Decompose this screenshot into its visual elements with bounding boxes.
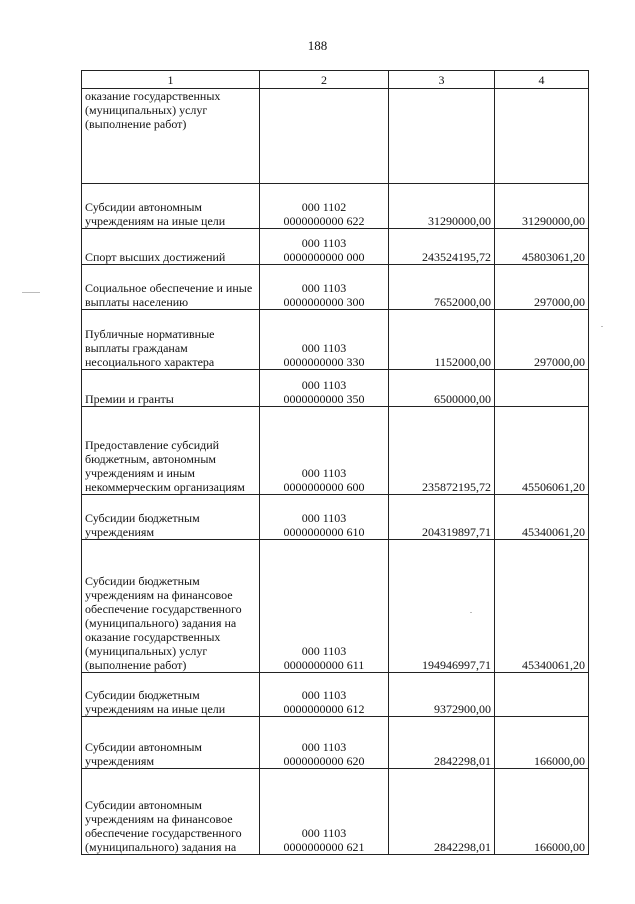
row-code [260, 540, 389, 673]
code-line-2: 0000000000 611 [283, 658, 365, 672]
table-row [82, 370, 589, 407]
table-row [82, 540, 589, 673]
table-row [82, 495, 589, 540]
row-value-col3: 194946997,71 [389, 540, 495, 673]
header-row [82, 71, 589, 89]
code-line-1: 000 1103 [301, 511, 347, 525]
code-line-2: 0000000000 621 [283, 840, 365, 854]
page-number: 188 [307, 38, 328, 53]
row-code [260, 184, 389, 229]
row-name: Предоставление субсидий бюджетным, автономным учреждениям и иным некоммерческим организациям [82, 407, 260, 495]
row-name: Субсидии автономным учреждениям на финансовое обеспечение государственного (муниципального) задания на [82, 769, 260, 855]
code-line-2: 0000000000 612 [283, 702, 365, 716]
row-value-col4: 297000,00 [495, 265, 589, 310]
row-code [260, 229, 389, 265]
header-col-3: 3 [389, 71, 495, 89]
code-line-2: 0000000000 610 [283, 525, 365, 539]
row-value-col3: 2842298,01 [389, 717, 495, 769]
code-line-1: 000 1103 [301, 644, 347, 658]
row-name: Премии и гранты [82, 370, 260, 407]
row-code [260, 717, 389, 769]
row-value-col3: 31290000,00 [389, 184, 495, 229]
row-code [260, 310, 389, 370]
row-value-col4: 166000,00 [495, 717, 589, 769]
row-code [260, 89, 389, 184]
code-line-2: 0000000000 300 [283, 295, 365, 309]
row-value-col3: 1152000,00 [389, 310, 495, 370]
scan-speck [22, 292, 40, 293]
code-line-2: 0000000000 330 [283, 355, 365, 369]
row-name: Субсидии бюджетным учреждениям [82, 495, 260, 540]
row-value-col4: 45340061,20 [495, 495, 589, 540]
row-code [260, 673, 389, 717]
row-name: оказание государственных (муниципальных) услуг (выполнение работ) [82, 89, 260, 184]
scan-speck [601, 326, 603, 327]
header-col-1: 1 [82, 71, 260, 89]
row-value-col4: 166000,00 [495, 769, 589, 855]
row-value-col4: 45803061,20 [495, 229, 589, 265]
row-value-col4 [495, 89, 589, 184]
code-line-1: 000 1103 [301, 740, 347, 754]
row-name: Спорт высших достижений [82, 229, 260, 265]
row-name: Публичные нормативные выплаты гражданам несоциального характера [82, 310, 260, 370]
row-value-col4: 297000,00 [495, 310, 589, 370]
row-value-col4: 31290000,00 [495, 184, 589, 229]
row-name: Субсидии бюджетным учреждениям на финансовое обеспечение государственного (муниципального) задания на оказание государственных (муниципальных) услуг (выполнение работ) [82, 540, 260, 673]
row-value-col3 [389, 89, 495, 184]
table-row [82, 769, 589, 855]
code-line-1: 000 1103 [301, 466, 347, 480]
code-line-2: 0000000000 620 [283, 754, 365, 768]
row-value-col3: 204319897,71 [389, 495, 495, 540]
code-line-2: 0000000000 350 [283, 392, 365, 406]
row-value-col4 [495, 370, 589, 407]
table-row [82, 229, 589, 265]
code-line-1: 000 1103 [301, 378, 347, 392]
row-name: Субсидии бюджетным учреждениям на иные цели [82, 673, 260, 717]
code-line-1: 000 1103 [301, 688, 347, 702]
row-name: Социальное обеспечение и иные выплаты населению [82, 265, 260, 310]
row-value-col3: 235872195,72 [389, 407, 495, 495]
code-line-2: 0000000000 622 [283, 214, 365, 228]
table-row [82, 89, 589, 184]
row-value-col4 [495, 673, 589, 717]
row-code [260, 370, 389, 407]
row-value-col4: 45506061,20 [495, 407, 589, 495]
table-row [82, 673, 589, 717]
table-row [82, 184, 589, 229]
row-value-col3: 9372900,00 [389, 673, 495, 717]
code-line-2: 0000000000 600 [283, 480, 365, 494]
row-value-col4: 45340061,20 [495, 540, 589, 673]
code-line-1: 000 1103 [301, 341, 347, 355]
row-value-col3: 7652000,00 [389, 265, 495, 310]
table-row [82, 265, 589, 310]
table-row [82, 407, 589, 495]
header-col-2: 2 [260, 71, 389, 89]
code-line-1: 000 1103 [301, 236, 347, 250]
row-value-col3: 2842298,01 [389, 769, 495, 855]
row-code [260, 769, 389, 855]
row-code [260, 265, 389, 310]
row-name: Субсидии автономным учреждениям на иные цели [82, 184, 260, 229]
code-line-1: 000 1103 [301, 826, 347, 840]
row-name: Субсидии автономным учреждениям [82, 717, 260, 769]
code-line-1: 000 1103 [301, 281, 347, 295]
table-row [82, 310, 589, 370]
header-col-4: 4 [495, 71, 589, 89]
row-code [260, 495, 389, 540]
code-line-1: 000 1102 [301, 200, 347, 214]
table-row [82, 717, 589, 769]
scan-speck [470, 612, 472, 613]
code-line-2: 0000000000 000 [283, 250, 365, 264]
row-value-col3: 6500000,00 [389, 370, 495, 407]
budget-table [81, 70, 589, 855]
row-code [260, 407, 389, 495]
row-value-col3: 243524195,72 [389, 229, 495, 265]
